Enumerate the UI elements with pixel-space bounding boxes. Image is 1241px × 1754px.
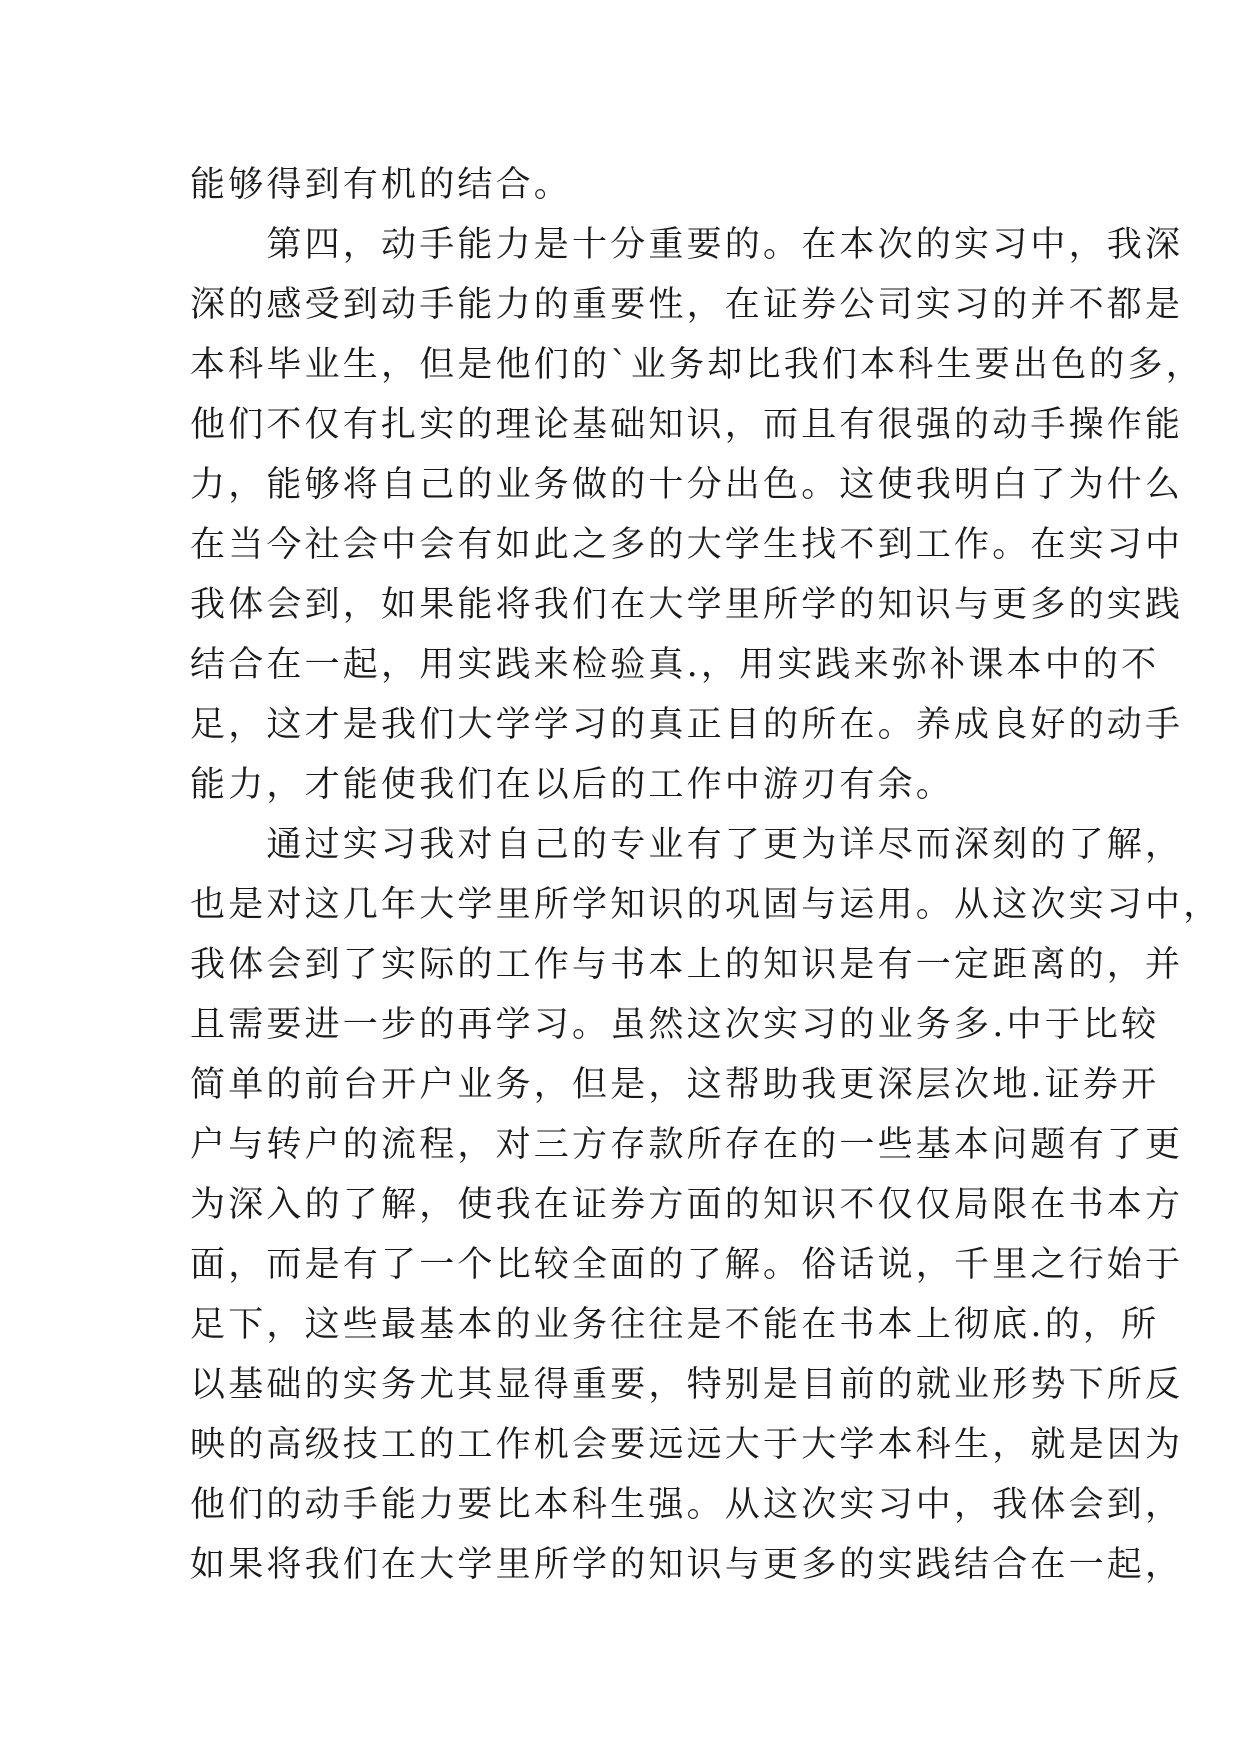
text-line: 本科毕业生，但是他们的`业务却比我们本科生要出色的多， [190, 345, 1204, 385]
text-line: 第四，动手能力是十分重要的。在本次的实习中，我深 [190, 225, 1184, 265]
text-line: 如果将我们在大学里所学的知识与更多的实践结合在一起， [190, 1545, 1184, 1585]
text-line: 深的感受到动手能力的重要性，在证券公司实习的并不都是 [190, 285, 1184, 325]
text-line: 能够得到有机的结合。 [190, 165, 573, 205]
text-line: 能力，才能使我们在以后的工作中游刃有余。 [190, 765, 955, 805]
text-line: 户与转户的流程，对三方存款所存在的一些基本问题有了更 [190, 1125, 1184, 1165]
text-line: 简单的前台开户业务，但是，这帮助我更深层次地.证券开 [190, 1065, 1160, 1105]
text-line: 也是对这几年大学里所学知识的巩固与运用。从这次实习中， [190, 885, 1222, 925]
text-line: 我体会到了实际的工作与书本上的知识是有一定距离的，并 [190, 945, 1184, 985]
text-line: 以基础的实务尤其显得重要，特别是目前的就业形势下所反 [190, 1365, 1184, 1405]
text-line: 为深入的了解，使我在证券方面的知识不仅仅局限在书本方 [190, 1185, 1184, 1225]
body-text [190, 155, 1222, 1595]
text-line: 映的高级技工的工作机会要远远大于大学本科生，就是因为 [190, 1425, 1184, 1465]
text-line: 结合在一起，用实践来检验真.，用实践来弥补课本中的不 [190, 645, 1160, 685]
text-line: 力，能够将自己的业务做的十分出色。这使我明白了为什么 [190, 465, 1184, 505]
text-line: 足下，这些最基本的业务往往是不能在书本上彻底.的，所 [190, 1305, 1160, 1345]
text-line: 面，而是有了一个比较全面的了解。俗话说，千里之行始于 [190, 1245, 1184, 1285]
text-line: 他们的动手能力要比本科生强。从这次实习中，我体会到， [190, 1485, 1184, 1525]
text-line: 且需要进一步的再学习。虽然这次实习的业务多.中于比较 [190, 1005, 1160, 1045]
text-line: 我体会到，如果能将我们在大学里所学的知识与更多的实践 [190, 585, 1184, 625]
text-line: 足，这才是我们大学学习的真正目的所在。养成良好的动手 [190, 705, 1184, 745]
text-line: 通过实习我对自己的专业有了更为详尽而深刻的了解， [190, 825, 1184, 865]
text-line: 在当今社会中会有如此之多的大学生找不到工作。在实习中 [190, 525, 1184, 565]
text-line: 他们不仅有扎实的理论基础知识，而且有很强的动手操作能 [190, 405, 1184, 445]
